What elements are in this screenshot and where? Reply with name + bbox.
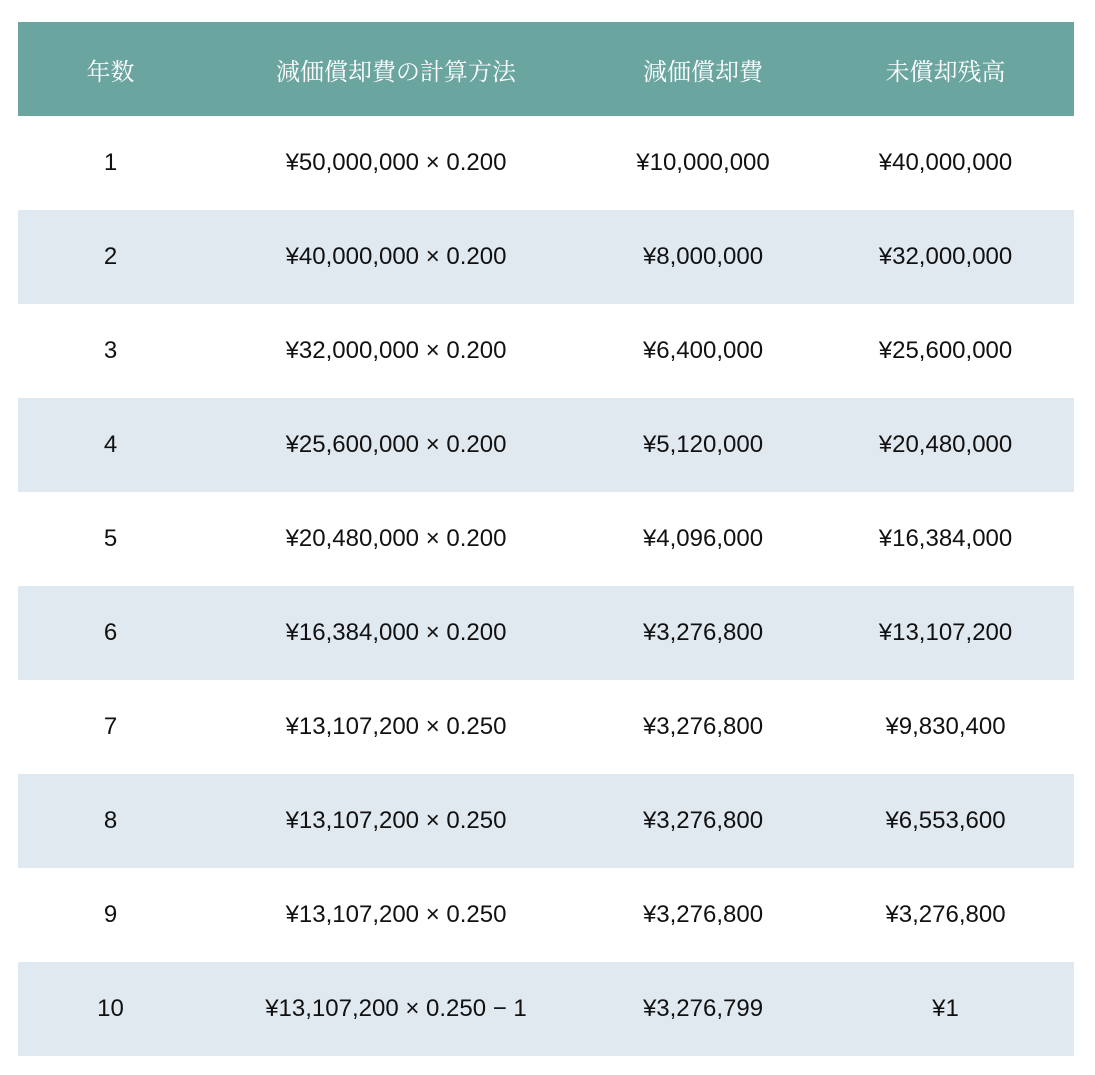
cell-method: ¥50,000,000 × 0.200 [285,149,507,176]
cell-year: 3 [103,337,118,364]
cell-year: 9 [103,901,118,928]
cell-book-value: ¥25,600,000 [878,337,1013,364]
cell-depreciation: ¥3,276,800 [642,901,764,928]
table-row [18,398,1074,492]
cell-method: ¥32,000,000 × 0.200 [285,337,507,364]
cell-method: ¥16,384,000 × 0.200 [285,619,507,646]
cell-year: 1 [103,149,118,176]
table-row [18,586,1074,680]
cell-method: ¥13,107,200 × 0.250 [285,713,507,740]
cell-book-value: ¥16,384,000 [878,525,1013,552]
table-row [18,868,1074,962]
cell-book-value: ¥6,553,600 [885,807,1006,834]
cell-depreciation: ¥3,276,799 [642,995,764,1022]
cell-year: 6 [103,619,118,646]
column-header-year: 年数 [86,57,135,86]
cell-depreciation: ¥8,000,000 [642,243,764,270]
cell-year: 10 [97,995,124,1022]
table-row [18,492,1074,586]
cell-depreciation: ¥3,276,800 [642,619,764,646]
cell-year: 5 [103,525,118,552]
cell-book-value: ¥32,000,000 [878,243,1013,270]
cell-book-value: ¥20,480,000 [878,431,1013,458]
table-row [18,774,1074,868]
cell-year: 7 [103,713,118,740]
cell-depreciation: ¥4,096,000 [642,525,764,552]
depreciation-table [18,22,1074,1056]
cell-method: ¥13,107,200 × 0.250 [285,901,507,928]
cell-method: ¥20,480,000 × 0.200 [285,525,507,552]
table-row [18,680,1074,774]
column-header-depreciation: 減価償却費 [643,57,763,86]
cell-book-value: ¥3,276,800 [885,901,1006,928]
cell-depreciation: ¥6,400,000 [642,337,764,364]
cell-method: ¥25,600,000 × 0.200 [285,431,507,458]
table-header-row [18,22,1074,116]
table-row [18,116,1074,210]
cell-depreciation: ¥3,276,800 [642,713,764,740]
column-header-book-value: 未償却残高 [885,57,1006,86]
table-row [18,304,1074,398]
table-row [18,210,1074,304]
cell-year: 8 [103,807,118,834]
cell-depreciation: ¥10,000,000 [636,149,770,176]
cell-method: ¥40,000,000 × 0.200 [285,243,507,270]
cell-method: ¥13,107,200 × 0.250 [285,807,507,834]
cell-depreciation: ¥5,120,000 [642,431,764,458]
cell-book-value: ¥13,107,200 [878,619,1013,646]
table-row [18,962,1074,1056]
cell-book-value: ¥40,000,000 [878,149,1013,176]
cell-book-value: ¥9,830,400 [885,713,1006,740]
cell-year: 2 [103,243,118,270]
cell-year: 4 [103,431,118,458]
cell-method: ¥13,107,200 × 0.250 − 1 [265,995,527,1022]
cell-book-value: ¥1 [932,995,959,1022]
column-header-method: 減価償却費の計算方法 [276,57,516,86]
cell-depreciation: ¥3,276,800 [642,807,764,834]
depreciation-table-container [18,22,1074,1056]
